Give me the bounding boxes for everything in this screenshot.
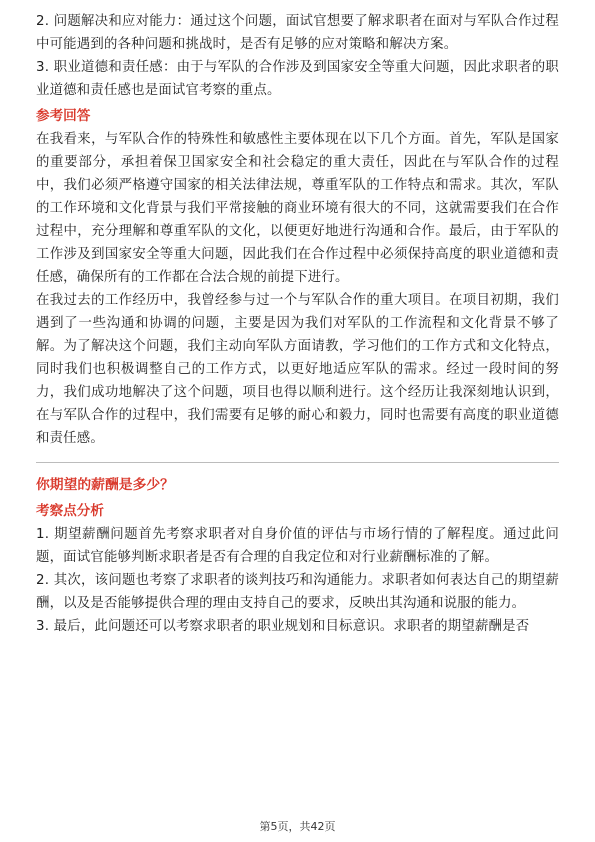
document-page	[36, 10, 559, 638]
question-title: 你期望的薪酬是多少？	[36, 477, 174, 493]
reference-answer-heading: 参考回答	[36, 108, 91, 124]
top-point-3: 3. 职业道德和责任感：由于与军队的合作涉及到国家安全等重大问题，因此求职者的职业道德和责任感也是面试官考察的重点。	[36, 60, 559, 98]
page-number-footer: 第5页，共42页	[259, 820, 336, 833]
analysis-point-1: 1. 期望薪酬问题首先考察求职者对自身价值的评估与市场行情的了解程度。通过此问题，面试官能够判断求职者是否有合理的自我定位和对行业薪酬标准的了解。	[36, 527, 559, 565]
analysis-heading: 考察点分析	[36, 503, 104, 519]
analysis-point-2: 2. 其次，该问题也考察了求职者的谈判技巧和沟通能力。求职者如何表达自己的期望薪酬，以及是否能够提供合理的理由支持自己的要求，反映出其沟通和说服的能力。	[36, 573, 559, 611]
reference-paragraph-2: 在我过去的工作经历中，我曾经参与过一个与军队合作的重大项目。在项目初期，我们遇到了一些沟通和协调的问题，主要是因为我们对军队的工作流程和文化背景不够了解。为了解决这个问题，我们主动向军队方面请教，学习他们的工作方式和文化特点，同时我们也积极调整自己的工作方式，以更好地适应军队的需求。经过一段时间的努力，我们成功地解决了这个问题，项目也得以顺利进行。这个经历让我深刻地认识到，在与军队合作的过程中，我们需要有足够的耐心和毅力，同时也需要有高度的职业道德和责任感。	[36, 293, 559, 446]
reference-paragraph-1: 在我看来，与军队合作的特殊性和敏感性主要体现在以下几个方面。首先，军队是国家的重要部分，承担着保卫国家安全和社会稳定的重大责任，因此在与军队合作的过程中，我们必须严格遵守国家的相关法律法规，尊重军队的工作特点和需求。其次，军队的工作环境和文化背景与我们平常接触的商业环境有很大的不同，这就需要我们在合作过程中，充分理解和尊重军队的文化，以便更好地进行沟通和合作。最后，由于军队的工作涉及到国家安全等重大问题，因此我们在合作过程中必须保持高度的职业道德和责任感，确保所有的工作都在合法合规的前提下进行。	[36, 132, 559, 285]
top-point-2: 2. 问题解决和应对能力：通过这个问题，面试官想要了解求职者在面对与军队合作过程中可能遇到的各种问题和挑战时，是否有足够的应对策略和解决方案。	[36, 14, 559, 52]
section-divider	[36, 462, 559, 463]
analysis-point-3: 3. 最后，此问题还可以考察求职者的职业规划和目标意识。求职者的期望薪酬是否	[36, 619, 530, 634]
